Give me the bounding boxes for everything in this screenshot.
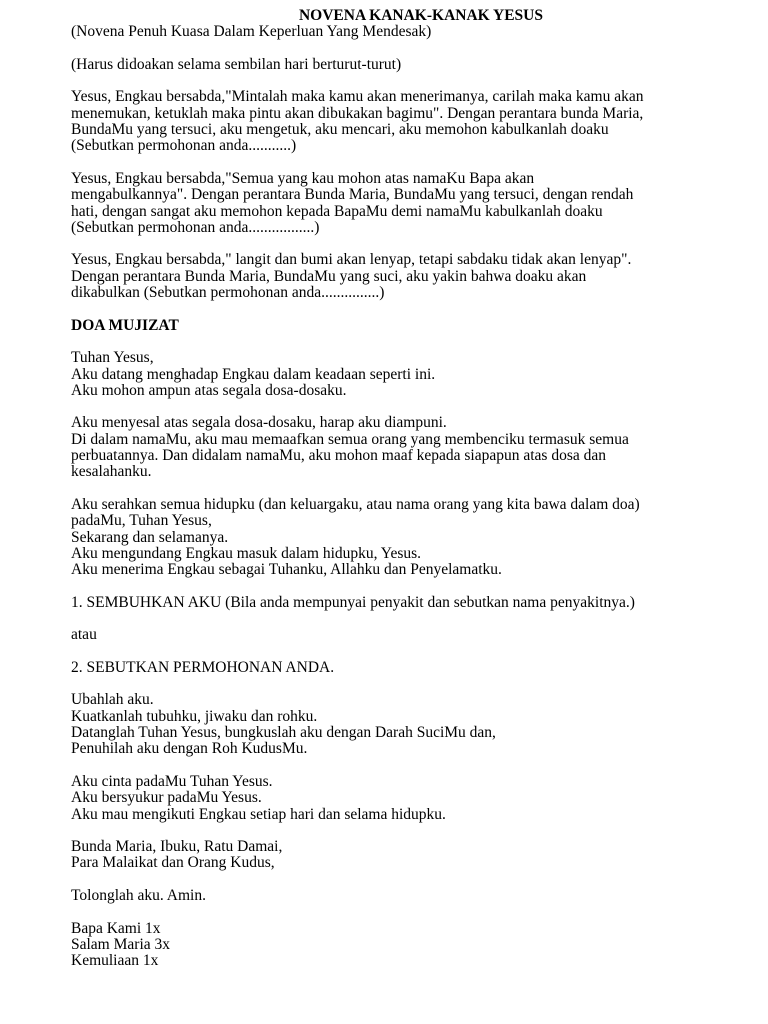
paragraph-line: (Sebutkan permohonan anda.................) (71, 218, 320, 236)
spacer (71, 676, 751, 692)
prayer-line: Aku cinta padaMu Tuhan Yesus. (71, 772, 273, 790)
paragraph-2 (71, 171, 751, 236)
paragraph-line: Dengan perantara Bunda Maria, BundaMu yang suci, aku yakin bahwa doaku akan (71, 267, 587, 285)
prayer-line: Di dalam namaMu, aku mau memaafkan semua orang yang membenciku termasuk semua (71, 430, 629, 448)
prayer-line: Datanglah Tuhan Yesus, bungkuslah aku dengan Darah SuciMu dan, (71, 724, 496, 742)
prayer-line: kesalahanku. (71, 463, 152, 481)
paragraph-line: dikabulkan (Sebutkan permohonan anda...............) (71, 284, 385, 302)
document-page (71, 8, 751, 970)
spacer (71, 73, 751, 89)
spacer (71, 872, 751, 888)
paragraph-line: hati, dengan sangat aku memohon kepada BapaMu demi namaMu kabulkanlah doaku (71, 202, 603, 220)
prayer-line: Para Malaikat dan Orang Kudus, (71, 854, 275, 872)
prayer-block-2 (71, 415, 751, 480)
list-item: Kemuliaan 1x (71, 952, 159, 970)
list-item: Salam Maria 3x (71, 935, 171, 953)
spacer (71, 155, 751, 171)
spacer (71, 301, 751, 317)
paragraph-line: mengabulkannya". Dengan perantara Bunda Maria, BundaMu yang tersuci, dengan rendah (71, 186, 634, 204)
prayer-line: Aku mau mengikuti Engkau setiap hari dan selama hidupku. (71, 805, 446, 823)
paragraph-line: menemukan, ketuklah maka pintu akan dibukakan bagimu". Dengan perantara bunda Maria, (71, 104, 644, 122)
spacer (71, 334, 751, 350)
paragraph-1 (71, 89, 751, 154)
prayer-line: Aku menyesal atas segala dosa-dosaku, harap aku diampuni. (71, 414, 447, 432)
spacer (71, 399, 751, 415)
prayer-block-5 (71, 774, 751, 823)
prayer-line: Tuhan Yesus, (71, 349, 154, 367)
paragraph-line: Yesus, Engkau bersabda,"Semua yang kau mohon atas namaKu Bapa akan (71, 169, 535, 187)
prayer-line: padaMu, Tuhan Yesus, (71, 512, 212, 530)
closing-text: Tolonglah aku. Amin. (71, 887, 206, 905)
prayer-line: Aku datang menghadap Engkau dalam keadaan seperti ini. (71, 365, 436, 383)
paragraph-line: Yesus, Engkau bersabda," langit dan bumi akan lenyap, tetapi sabdaku tidak akan lenyap". (71, 251, 632, 269)
prayer-line: Penuhilah aku dengan Roh KudusMu. (71, 740, 308, 758)
paragraph-3 (71, 252, 751, 301)
page-title: NOVENA KANAK-KANAK YESUS (298, 7, 543, 24)
paragraph-line: (Sebutkan permohonan anda...........) (71, 137, 297, 155)
spacer (71, 823, 751, 839)
numbered-item-1: 1. SEMBUHKAN AKU (Bila anda mempunyai penyakit dan sebutkan nama penyakitnya.) (71, 593, 635, 611)
prayer-block-3 (71, 497, 751, 578)
spacer (71, 611, 751, 627)
numbered-item-2: 2. SEBUTKAN PERMOHONAN ANDA. (71, 658, 335, 676)
prayer-line: Aku bersyukur padaMu Yesus. (71, 789, 262, 807)
prayer-line: Sekarang dan selamanya. (71, 528, 229, 546)
prayer-line: Aku menerima Engkau sebagai Tuhanku, Allahku dan Penyelamatku. (71, 561, 502, 579)
prayer-line: Bunda Maria, Ibuku, Ratu Damai, (71, 838, 283, 856)
prayer-line: perbuatannya. Dan didalam namaMu, aku mohon maaf kepada siapapun atas dosa dan (71, 447, 606, 465)
spacer (71, 236, 751, 252)
spacer (71, 758, 751, 774)
prayers-list (71, 921, 751, 970)
prayer-line: Kuatkanlah tubuhku, jiwaku dan rohku. (71, 707, 318, 725)
paragraph-line: BundaMu yang tersuci, aku mengetuk, aku mencari, aku memohon kabulkanlah doaku (71, 121, 609, 139)
section-heading: DOA MUJIZAT (71, 316, 179, 334)
prayer-block-6 (71, 839, 751, 872)
prayer-line: Aku mohon ampun atas segala dosa-dosaku. (71, 381, 347, 399)
page-subtitle: (Novena Penuh Kuasa Dalam Keperluan Yang Mendesak) (71, 23, 432, 41)
spacer (71, 904, 751, 920)
spacer (71, 578, 751, 594)
or-text: atau (71, 626, 97, 644)
prayer-line: Aku mengundang Engkau masuk dalam hidupku, Yesus. (71, 544, 422, 562)
paragraph-line: Yesus, Engkau bersabda,"Mintalah maka kamu akan menerimanya, carilah maka kamu akan (71, 88, 644, 106)
prayer-line: Aku serahkan semua hidupku (dan keluargaku, atau nama orang yang kita bawa dalam doa) (71, 495, 640, 513)
spacer (71, 481, 751, 497)
prayer-line: Ubahlah aku. (71, 691, 154, 709)
spacer (71, 41, 751, 57)
spacer (71, 644, 751, 660)
instruction-text: (Harus didoakan selama sembilan hari berturut-turut) (71, 55, 402, 73)
prayer-block-4 (71, 692, 751, 757)
prayer-block-1 (71, 350, 751, 399)
list-item: Bapa Kami 1x (71, 919, 161, 937)
